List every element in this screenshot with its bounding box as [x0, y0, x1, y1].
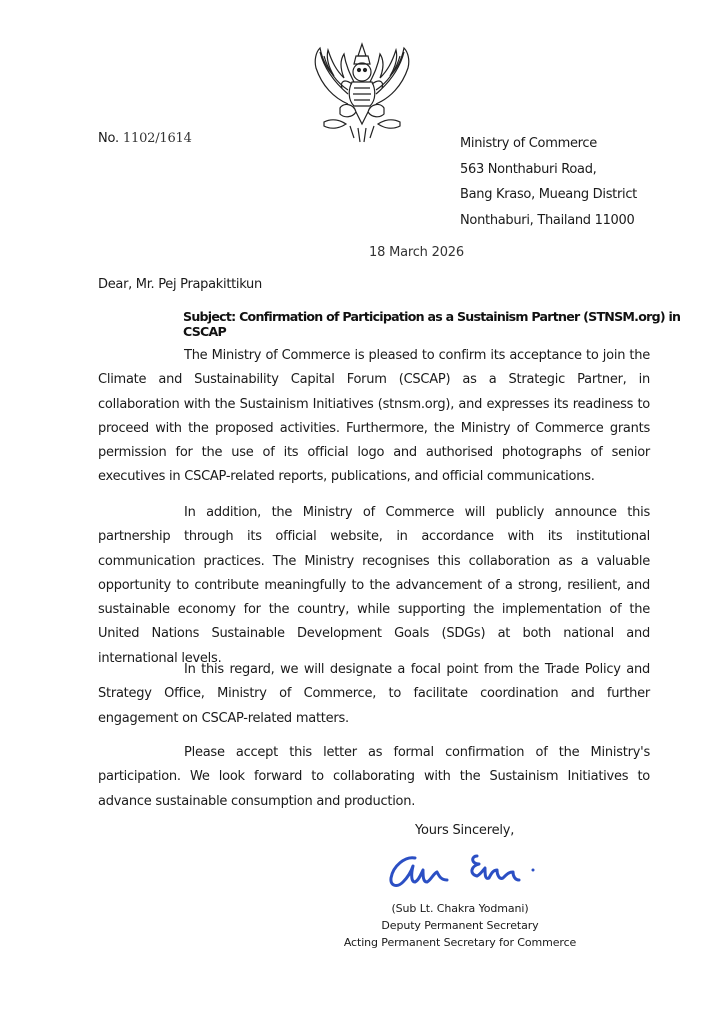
address-line: Nonthaburi, Thailand 11000 [460, 212, 635, 228]
handwritten-signature-icon [385, 850, 545, 892]
body-paragraph: Please accept this letter as formal confirmation of the Ministry's participation. We look forward to collaborating with the Sustainism Initiatives to advance sustainable consumption and production. [98, 745, 650, 809]
salutation: Dear, Mr. Pej Prapakittikun [98, 277, 262, 292]
garuda-emblem-icon [304, 38, 420, 146]
signatory-title: Deputy Permanent Secretary [381, 919, 539, 932]
address-line: Ministry of Commerce [460, 136, 597, 151]
body-paragraph: In this regard, we will designate a focal point from the Trade Policy and Strategy Office, Ministry of Commerce, to facilitate coordination and further engagement on CSCAP-related matters. [98, 662, 650, 726]
closing: Yours Sincerely, [415, 823, 515, 838]
document-number-value: 1102/1614 [122, 131, 192, 146]
document-number-label: No. [98, 131, 119, 146]
signatory-title: Acting Permanent Secretary for Commerce [343, 936, 577, 949]
address-line: Bang Kraso, Mueang District [460, 187, 637, 202]
signatory-block [330, 900, 590, 951]
body-paragraph: The Ministry of Commerce is pleased to confirm its acceptance to join the Climate and Sustainability Capital Forum (CSCAP) as a Strategic Partner, in collaboration with the Sustainism Initiatives (stnsm.org), and expresses its readiness to proceed with the proposed activities. Furthermore, the Ministry of Commerce grants permission for the use of its official logo and authorised photographs of senior executives in CSCAP-related reports, publications, and official communications. [98, 348, 650, 485]
address-line: 563 Nonthaburi Road, [460, 161, 597, 177]
sender-address [460, 131, 637, 233]
body-paragraph: In addition, the Ministry of Commerce will publicly announce this partnership through its official website, in accordance with its institutional communication practices. The Ministry recognises this collaboration as a valuable opportunity to contribute meaningfully to the advancement of a strong, resilient, and sustainable economy for the country, while supporting the implementation of the United Nations Sustainable Development Goals (SDGs) at both national and international levels. [98, 505, 650, 666]
signatory-name: (Sub Lt. Chakra Yodmani) [391, 902, 529, 915]
document-number [98, 131, 192, 146]
letter-date: 18 March 2026 [369, 245, 464, 260]
subject-line: Subject: Confirmation of Participation as a Sustainism Partner (STNSM.org) in CSCAP [183, 309, 681, 339]
